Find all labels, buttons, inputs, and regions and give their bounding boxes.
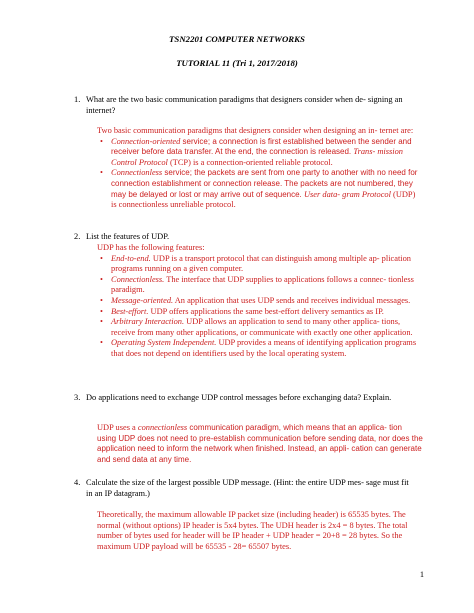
tutorial-title: TUTORIAL 11 (Tri 1, 2017/2018) (176, 58, 298, 68)
protocol-name: Trans- mission Control Protocol (111, 147, 403, 167)
answer-1 (97, 126, 423, 211)
answer-text: UDP uses a (97, 423, 138, 432)
term: Message-oriented. (111, 295, 174, 305)
term: Best-effort. (111, 306, 149, 316)
term: Operating System Independent. (111, 338, 217, 348)
answer-3 (97, 423, 423, 465)
question-1 (74, 95, 416, 116)
question-2 (74, 232, 416, 243)
page-number: 1 (419, 570, 424, 579)
list-item (97, 254, 423, 275)
term: connectionless (137, 423, 188, 432)
answer-intro: Two basic communication paradigms that designers consider when designing an in- ternet are: (97, 126, 414, 135)
list-item (97, 338, 423, 359)
question-number: 2. (74, 232, 81, 241)
question-text: List the features of UDP. (86, 232, 170, 241)
term: Connection-oriented (111, 136, 181, 146)
answer-intro: UDP has the following features: (97, 243, 205, 252)
list-item (97, 137, 423, 169)
list-item (97, 296, 423, 307)
question-number: 3. (74, 393, 81, 402)
term: Connectionless. (111, 274, 165, 284)
item-text: service; a connection is first established between the sender and receiver before data transfer. At the end, the connection is released. (111, 136, 412, 157)
list-item (97, 307, 423, 318)
course-title: TSN2201 COMPUTER NETWORKS (169, 34, 305, 44)
question-text: What are the two basic communication paradigms that designers consider when de- signing an internet? (86, 95, 403, 115)
question-text: Do applications need to exchange UDP control messages before exchanging data? Explain. (86, 393, 392, 402)
item-text: UDP allows an application to send to many other applica- tions, receive from many other applications, or communicate with exactly one other application. (111, 317, 413, 337)
feature-list (97, 254, 423, 360)
term: End-to-end. (111, 253, 151, 263)
protocol-name: User data- gram Protocol (304, 189, 391, 199)
answer-2 (97, 243, 423, 360)
list-item (97, 317, 423, 338)
answer-4: Theoretically, the maximum allowable IP packet size (including header) is 65535 bytes. The normal (without options) IP header is 5x4 bytes. The UDH header is 2x4 = 8 bytes. The total number of bytes used for header will be IP header + UDP header = 20+8 = 28 bytes. So the maximum UDP payload will be 65535 - 28= 65507 bytes. (97, 510, 408, 551)
question-3 (74, 393, 416, 404)
list-item (97, 275, 423, 296)
item-text: service; the packets are sent from one party to another with no need for connection establishment or connection release. The packets are not numbered, they may be delayed or lost or may arrive out of sequence. (111, 168, 418, 199)
question-text: Calculate the size of the largest possible UDP message. (Hint: the entire UDP mes- sage must fit in an IP datagram.) (86, 478, 409, 498)
question-4 (74, 478, 416, 499)
answer-text: communication paradigm, which means that an applica- tion using UDP does not need to pre-establish communication before sending data, nor does the application need to inform the network when finished. Instead, an appli- cation can generate and send data at any time. (97, 423, 423, 464)
item-text: UDP offers applications the same best-effort delivery semantics as IP. (148, 306, 384, 316)
term: Connectionless (111, 168, 163, 178)
paradigm-list (97, 137, 423, 211)
item-text: UDP is a transport protocol that can distinguish among multiple ap- plication programs running on a given computer. (111, 253, 411, 274)
item-text: (TCP) is a connection-oriented reliable protocol. (167, 157, 333, 167)
item-text: UDP provides a means of identifying application programs that does not depend on identifiers used by the local operating system. (111, 338, 417, 358)
item-text: (UDP) is connectionless unreliable protocol. (111, 189, 416, 210)
item-text: An application that uses UDP sends and receives individual messages. (173, 295, 411, 305)
question-number: 4. (74, 478, 81, 487)
list-item (97, 168, 423, 210)
question-number: 1. (74, 95, 81, 104)
term: Arbitrary Interaction. (111, 317, 185, 327)
item-text: The interface that UDP supplies to applications follows a connec- tionless paradigm. (111, 274, 414, 295)
